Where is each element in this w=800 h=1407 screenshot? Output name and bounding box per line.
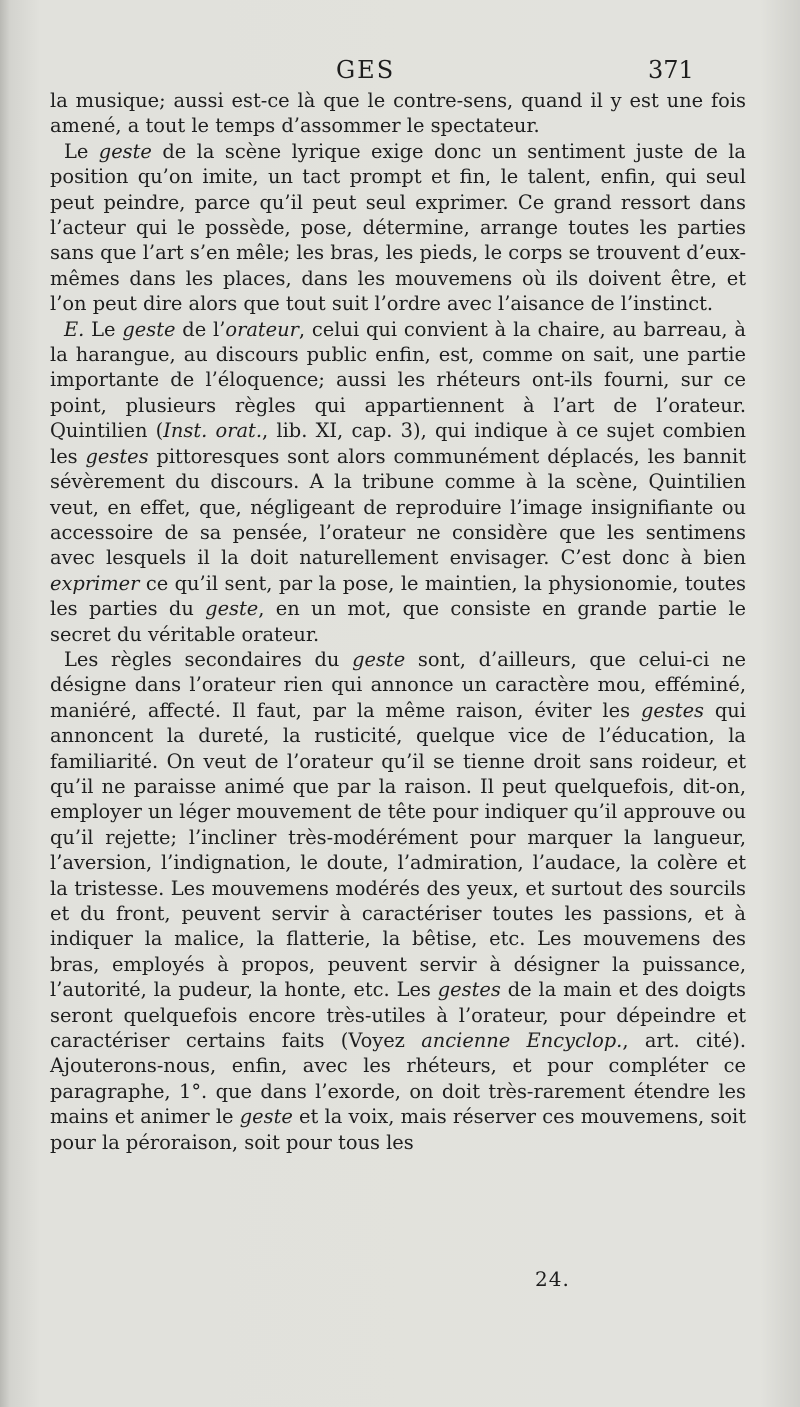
page-number: 371 bbox=[648, 56, 694, 84]
text-run: sont, d’ailleurs, que celui-ci ne désigne dans l’orateur rien qui annonce un caractère mou, efféminé, maniéré, affecté. Il faut, par la même raison, éviter les bbox=[50, 647, 746, 722]
running-head bbox=[0, 52, 800, 92]
text-run: de la main et des doigts seront quelquefois encore très-utiles à l’orateur, pour dépeindre et caractériser certains faits (Voyez bbox=[50, 978, 746, 1053]
text-run: et la voix, mais réserver ces mouvemens, soit pour la péroraison, soit pour tous les bbox=[50, 1105, 747, 1154]
italic-text: orateur bbox=[225, 317, 299, 341]
signature-mark: 24. bbox=[535, 1267, 570, 1291]
text-run: de la scène lyrique exige donc un sentiment juste de la position qu’on imite, un tact prompt et fin, le talent, enfin, qui seul peut peindre, parce qu’il peut seul exprimer. Ce grand ressort dans l’acteur qui le possède, pose, détermine, arrange toutes les parties sans que l’art s’en mêle; les bras, les pieds, le corps se trouvent d’eux-mêmes dans les places, dans les mouvemens où ils doivent être, et l’on peut dire alors que tout suit l’ordre avec l’aisance de l’instinct. bbox=[50, 139, 746, 316]
paragraph bbox=[50, 317, 746, 647]
text-run: , lib. XI, cap. 3), qui indique à ce sujet combien les bbox=[50, 419, 746, 468]
italic-text: exprimer bbox=[50, 571, 140, 595]
text-run: Le bbox=[84, 317, 123, 341]
italic-text: E. bbox=[64, 317, 85, 341]
paragraph bbox=[50, 647, 746, 1155]
text-run: , en un mot, que consiste en grande partie le secret du véritable orateur. bbox=[50, 597, 746, 646]
paragraph bbox=[50, 139, 746, 317]
text-run: Les règles secondaires du bbox=[64, 647, 353, 671]
text-run: , celui qui convient à la chaire, au barreau, à la harangue, au discours public enfin, est, comme on sait, une partie importante de l’éloquence; aussi les rhéteurs ont-ils fourni, sur ce point, plusieurs règles qui appartiennent à l’art de l’orateur. Quintilien ( bbox=[50, 317, 746, 443]
italic-text: Inst. orat. bbox=[163, 419, 262, 443]
text-run: la musique; aussi est-ce là que le contre-sens, quand il y est une fois amené, a tout le temps d’assommer le spectateur. bbox=[50, 89, 746, 138]
text-run: de l’ bbox=[175, 317, 226, 341]
italic-text: gestes bbox=[437, 978, 501, 1002]
text-run: ce qu’il sent, par la pose, le maintien, la physionomie, toutes les parties du bbox=[50, 571, 746, 621]
italic-text: geste bbox=[122, 317, 176, 341]
italic-text: geste bbox=[352, 647, 406, 671]
italic-text: geste bbox=[205, 597, 259, 621]
italic-text: geste bbox=[239, 1105, 293, 1129]
italic-text: gestes bbox=[85, 444, 149, 468]
text-run: qui annoncent la dureté, la rusticité, quelque vice de l’éducation, la familiarité. On veut de l’orateur qu’il se tienne droit sans roideur, et qu’il ne paraisse animé que par la raison. Il peut quelquefois, dit-on, employer un léger mouvement de tête pour indiquer qu’il approuve ou qu’il rejette; l’incliner très-modérément pour marquer la langueur, l’aversion, l’indignation, le doute, l’admiration, l’audace, la colère et la tristesse. Les mouvemens modérés des yeux, et surtout des sourcils et du front, peuvent servir à caractériser toutes les passions, et à indiquer la malice, la flatterie, la bêtise, etc. Les mouvemens des bras, employés à propos, peuvent servir à désigner la puissance, l’autorité, la pudeur, la honte, etc. Les bbox=[50, 698, 746, 1002]
italic-text: ancienne Encyclop. bbox=[421, 1029, 623, 1053]
paragraph bbox=[50, 88, 746, 139]
text-run: Le bbox=[64, 139, 99, 163]
running-head-title: GES bbox=[336, 56, 396, 84]
text-run: pittoresques sont alors communément déplacés, les bannit sévèrement du discours. A la tribune comme à la scène, Quintilien veut, en effet, que, négligeant de reproduire l’image insignifiante ou accessoire de sa pensée, l’orateur ne considère que les sentimens avec lesquels il la doit naturellement envisager. C’est donc à bien bbox=[50, 444, 747, 570]
body-text bbox=[50, 88, 746, 1155]
text-run: , art. cité). Ajouterons-nous, enfin, avec les rhéteurs, et pour compléter ce paragraphe, 1°. que dans l’exorde, on doit très-rarement étendre les mains et animer le bbox=[50, 1029, 746, 1129]
italic-text: gestes bbox=[640, 698, 704, 722]
italic-text: geste bbox=[98, 139, 152, 163]
